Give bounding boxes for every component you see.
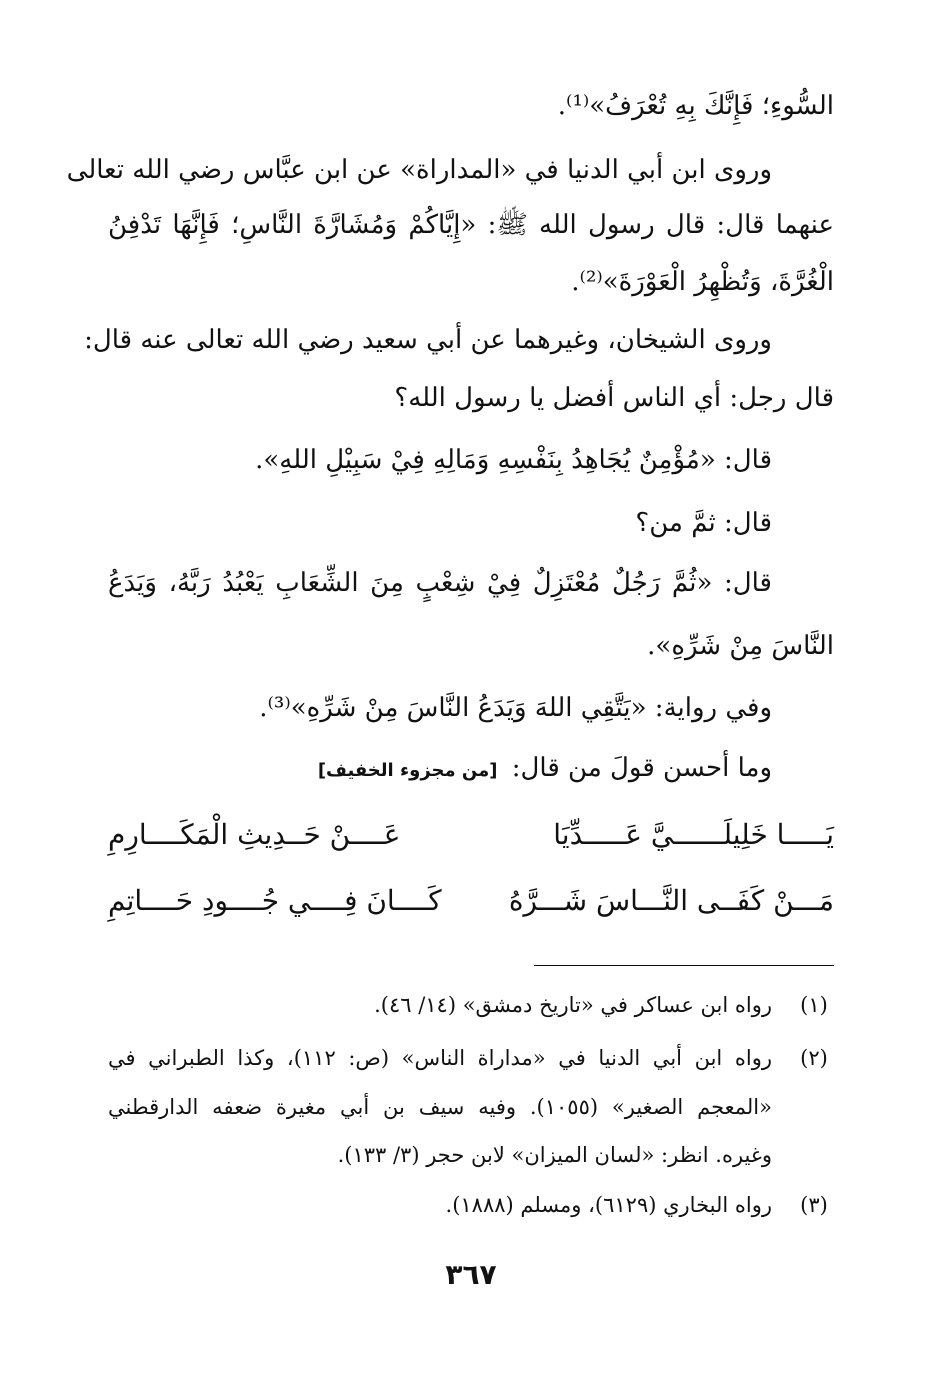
body-line-3: عنهما قال: قال رسول الله ﷺ: «إِيَّاكُمْ وَمُشَارَّةَ النَّاسِ؛ فَإِنَّهَا تَدْفِنُ (108, 210, 834, 240)
body-line-11: وفي رواية: «يَتَّقِي اللهَ وَيَدَعُ النَّاسَ مِنْ شَرِّهِ»⁽³⁾. (259, 693, 772, 723)
footnote-2-cont-2 (108, 1140, 834, 1170)
footnote-3-number: (٣) (800, 1193, 828, 1217)
verse-1-second-hemistich: عَــــنْ حَــدِيثِ الْمَكَــــارِمِ (108, 818, 401, 851)
body-line-8: قال: ثمَّ من؟ (635, 508, 772, 538)
footnote-2-line-3: وغيره. انظر: «لسان الميزان» لابن حجر (٣/ ١٣٣). (337, 1143, 772, 1167)
body-line-6: قال رجل: أي الناس أفضل يا رسول الله؟ (394, 383, 834, 413)
footnote-1-line-1: رواه ابن عساكر في «تاريخ دمشق» (١٤/ ٤٦). (374, 993, 772, 1017)
verse-1-first-hemistich: يَـــــا خَلِيلَــــــيَّ عَـــــدِّيَا (553, 818, 834, 851)
verse-intro: وما أحسن قولَ من قال: (511, 753, 772, 783)
footnote-separator (534, 965, 834, 966)
body-line-7: قال: «مُؤْمِنٌ يُجَاهِدُ بِنَفْسِهِ وَمَالِهِ فِيْ سَبِيْلِ اللهِ». (255, 445, 772, 475)
footnote-2-cont-1 (108, 1092, 834, 1122)
footnote-3 (108, 1190, 834, 1220)
footnote-1-number: (١) (800, 993, 828, 1017)
verse-row-2 (108, 876, 834, 926)
footnote-2 (108, 1043, 834, 1073)
body-line-5: وروى الشيخان، وغيرهما عن أبي سعيد رضي الله تعالى عنه قال: (84, 325, 772, 355)
body-line-12 (108, 748, 772, 788)
footnote-2-line-2: «المعجم الصغير» (١٠٥٥). وفيه سيف بن أبي مغيرة ضعفه الدارقطني (108, 1095, 772, 1119)
verse-row-1 (108, 810, 834, 860)
body-line-10: النَّاسَ مِنْ شَرِّهِ». (647, 631, 834, 661)
verse-2-second-hemistich: كَــــانَ فِــــي جُــــودِ حَــــاتِمِ (108, 884, 442, 917)
body-line-1: السُّوءِ؛ فَإِنَّكَ بِهِ تُعْرَفُ»⁽¹⁾. (557, 91, 834, 121)
page-number: ٣٦٧ (445, 1258, 497, 1291)
footnote-2-number: (٢) (800, 1046, 828, 1070)
footnote-1 (108, 990, 834, 1020)
body-line-4: الْغُرَّةَ، وَتُظْهِرُ الْعَوْرَةَ»⁽²⁾. (571, 267, 834, 297)
body-line-9: قال: «ثُمَّ رَجُلٌ مُعْتَزِلٌ فِيْ شِعْبٍ مِنَ الشِّعَابِ يَعْبُدُ رَبَّهُ، وَيَدَعُ (108, 568, 772, 598)
footnote-2-line-1: رواه ابن أبي الدنيا في «مداراة الناس» (ص: ١١٢)، وكذا الطبراني في (108, 1046, 772, 1070)
verse-2-first-hemistich: مَـــنْ كَفَــى النَّـــاسَ شَـــرَّهُ (508, 884, 834, 917)
meter-label: [من مجزوء الخفيف] (317, 760, 498, 781)
footnote-3-line-1: رواه البخاري (٦١٢٩)، ومسلم (١٨٨٨). (445, 1193, 772, 1217)
body-line-2: وروى ابن أبي الدنيا في «المداراة» عن ابن عبَّاس رضي الله تعالى (66, 155, 772, 185)
